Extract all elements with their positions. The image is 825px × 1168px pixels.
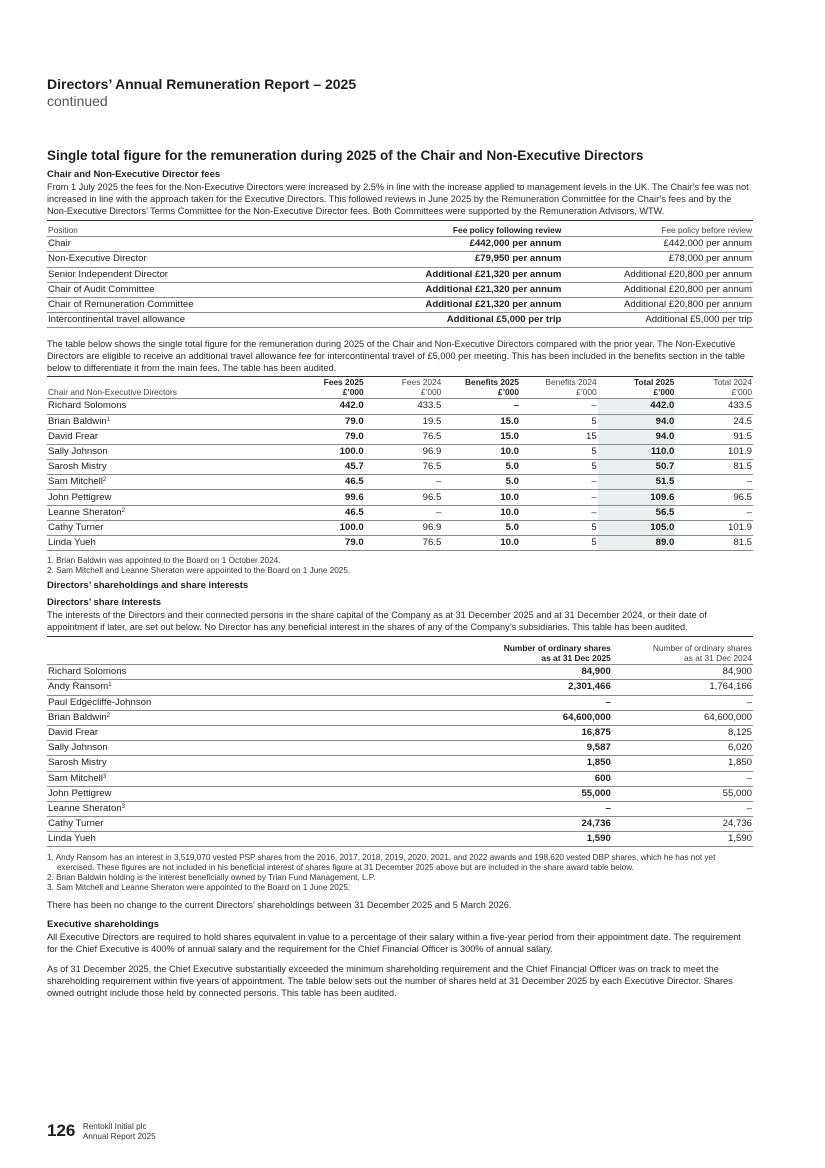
fees-2025-cell: 99.6 [287, 490, 365, 505]
footer-text [83, 1122, 156, 1142]
col-director: Chair and Non-Executive Directors [47, 377, 287, 399]
fee-before-cell: £78,000 per annum [562, 252, 753, 267]
director-name: David Frear [48, 430, 99, 442]
col-total-2025 [598, 377, 676, 399]
table-row [47, 741, 753, 756]
table-row [47, 817, 753, 832]
fees-2025-cell: 100.0 [287, 520, 365, 535]
total-2024-cell: 96.5 [675, 490, 753, 505]
director-name: Richard Solomons [48, 666, 127, 678]
fee-before-cell: £442,000 per annum [562, 237, 753, 252]
share-interests-heading: Directors’ share interests [47, 597, 162, 609]
shares-2024-cell: 1,764,166 [612, 680, 753, 695]
director-name: Andy Ransom [48, 681, 109, 693]
total-2024-cell: – [675, 475, 753, 490]
header-line: as at 31 Dec 2025 [541, 653, 611, 664]
shares-2024-cell: 6,020 [612, 741, 753, 756]
director-name: John Pettigrew [48, 491, 112, 503]
shares-2025-cell: 64,600,000 [471, 710, 612, 725]
table-row [47, 695, 753, 710]
header-line: Fees 2024 [401, 377, 442, 388]
total-2024-cell: 101.9 [675, 444, 753, 459]
table-row [47, 536, 753, 551]
director-name: John Pettigrew [48, 787, 112, 799]
executive-para-1: All Executive Directors are required to hold shares equivalent in value to a percentage of their salary within a five-year period from their appointment date. The requirement for the Chief Executive is 400% of annual salary and the requirement for the Chief Financial Officer is 300% of annual salary. [47, 932, 741, 955]
shares-2025-cell: 1,590 [471, 832, 612, 847]
total-2024-cell: – [675, 505, 753, 520]
col-position: Position [47, 221, 329, 237]
shareholdings-heading: Directors’ shareholdings and share interests [47, 580, 249, 592]
director-name: Linda Yueh [48, 537, 96, 549]
shares-2024-cell: 64,600,000 [612, 710, 753, 725]
table-row [47, 801, 753, 816]
total-2025-cell: 94.0 [598, 429, 676, 444]
table-row [47, 665, 753, 680]
total-2024-cell: 81.5 [675, 460, 753, 475]
director-name: Linda Yueh [48, 833, 96, 845]
fee-policy-table [47, 220, 753, 328]
shares-2024-cell: 84,900 [612, 665, 753, 680]
table-header-row [47, 221, 753, 237]
footnote: 1. Brian Baldwin was appointed to the Board on 1 October 2024. [47, 556, 281, 566]
page-title: Directors’ Annual Remuneration Report – 2025 [47, 76, 357, 92]
total-2025-cell: 50.7 [598, 460, 676, 475]
col-fee-before: Fee policy before review [562, 221, 753, 237]
remuneration-notes [47, 556, 753, 576]
header-line: Benefits 2025 [465, 377, 519, 388]
footnote-marker: 3 [121, 803, 125, 810]
header-line: Benefits 2024 [545, 377, 597, 388]
col-fees-2024 [365, 377, 443, 399]
fees-heading: Chair and Non-Executive Director fees [47, 169, 221, 180]
header-line: Number of ordinary shares [652, 643, 752, 654]
director-name-cell [47, 756, 471, 771]
director-name: Sally Johnson [48, 445, 108, 457]
table-row [47, 267, 753, 282]
total-2025-cell: 110.0 [598, 444, 676, 459]
shares-2025-cell: 16,875 [471, 725, 612, 740]
benefits-2025-cell: 15.0 [442, 429, 520, 444]
table-row [47, 414, 753, 429]
header-line: as at 31 Dec 2024 [684, 653, 752, 664]
fees-2024-cell: 96.5 [365, 490, 443, 505]
fees-2024-cell: – [365, 475, 443, 490]
page-subtitle: continued [47, 93, 108, 109]
shares-2024-cell: 55,000 [612, 786, 753, 801]
director-name-cell [47, 490, 287, 505]
fee-before-cell: Additional £5,000 per trip [562, 313, 753, 328]
director-name-cell [47, 680, 471, 695]
footnote-marker: 2 [106, 712, 111, 719]
table-row [47, 756, 753, 771]
total-2025-cell: 56.5 [598, 505, 676, 520]
fees-2024-cell: – [365, 505, 443, 520]
position-cell: Senior Independent Director [47, 267, 329, 282]
shares-2025-cell: 9,587 [471, 741, 612, 756]
header-unit: £’000 [342, 387, 364, 398]
benefits-2024-cell: – [520, 505, 598, 520]
shares-2025-cell: – [471, 695, 612, 710]
shares-2024-cell: – [612, 771, 753, 786]
shares-2025-cell: 1,850 [471, 756, 612, 771]
position-cell: Chair of Remuneration Committee [47, 297, 329, 312]
table-row [47, 429, 753, 444]
director-name: Brian Baldwin [48, 711, 107, 723]
director-name-cell [47, 817, 471, 832]
director-name-cell [47, 771, 471, 786]
fee-after-cell: Additional £21,320 per annum [329, 267, 562, 282]
table-row [47, 725, 753, 740]
director-name: Sarosh Mistry [48, 461, 107, 473]
table-row [47, 475, 753, 490]
director-name-cell [47, 429, 287, 444]
fees-2024-cell: 76.5 [365, 460, 443, 475]
fee-before-cell: Additional £20,800 per annum [562, 297, 753, 312]
table-row [47, 252, 753, 267]
director-name: Sam Mitchell [48, 772, 103, 784]
col-fees-2025 [287, 377, 365, 399]
table-row [47, 399, 753, 414]
section-title: Single total figure for the remuneration during 2025 of the Chair and Non-Executive Directors [47, 148, 644, 163]
fees-intro: From 1 July 2025 the fees for the Non-Executive Directors were increased by 2.5% in line with the increase applied to management levels in the UK. The Chair’s fee was not increased in line with the approach taken for the Executive Directors. This followed reviews in June 2025 by the Remuneration Committee for the Chair’s fees and by the Non-Executive Directors’ Terms Committee for the Non-Executive Director fees. Both Committees were supported by the Remuneration Advisors, WTW. [47, 182, 749, 216]
director-name-cell [47, 741, 471, 756]
table-row [47, 710, 753, 725]
total-2025-cell: 89.0 [598, 536, 676, 551]
fee-after-cell: Additional £21,320 per annum [329, 282, 562, 297]
table-row [47, 444, 753, 459]
position-cell: Intercontinental travel allowance [47, 313, 329, 328]
fees-2024-cell: 433.5 [365, 399, 443, 414]
total-2025-cell: 442.0 [598, 399, 676, 414]
director-name: Richard Solomons [48, 400, 127, 412]
director-name: Leanne Sheraton [48, 802, 122, 814]
position-cell: Non-Executive Director [47, 252, 329, 267]
total-2025-cell: 105.0 [598, 520, 676, 535]
director-name-cell [47, 725, 471, 740]
table-row [47, 505, 753, 520]
header-line: Total 2024 [713, 377, 752, 388]
fees-2025-cell: 79.0 [287, 414, 365, 429]
col-shares-2025 [471, 637, 612, 665]
shares-2024-cell: 24,736 [612, 817, 753, 832]
header-line: Fees 2025 [323, 377, 364, 388]
fees-2024-cell: 76.5 [365, 536, 443, 551]
fee-after-cell: Additional £5,000 per trip [329, 313, 562, 328]
footnote: 1. Andy Ransom has an interest in 3,519,070 vested PSP shares from the 2016, 2017, 2018, 2019, 2020, 2021, and 2022 awards and 198,620 vested DBP shares, which he has not yet exercised. These figures are not included in his beneficial interest of shares figure at 31 December 2025 above but are included in the share award table below. [47, 853, 716, 873]
fees-2024-cell: 96.9 [365, 520, 443, 535]
header-unit: £’000 [420, 387, 442, 398]
benefits-2025-cell: 10.0 [442, 490, 520, 505]
director-name: Paul Edgecliffe-Johnson [48, 696, 152, 708]
benefits-2024-cell: 5 [520, 460, 598, 475]
shares-2025-cell: – [471, 801, 612, 816]
director-name-cell [47, 460, 287, 475]
table-row [47, 313, 753, 328]
executive-para-2: As of 31 December 2025, the Chief Executive substantially exceeded the minimum shareholding requirement and the Chief Financial Officer was on track to meet the shareholding requirement within five years of appointment. The table below sets out the number of shares held at 31 December 2025 by each Executive Director. Shares owned outright include those held by connected persons. This table has been audited. [47, 964, 733, 999]
table-row [47, 786, 753, 801]
fees-2024-cell: 76.5 [365, 429, 443, 444]
fees-2025-cell: 46.5 [287, 475, 365, 490]
director-name: Sarosh Mistry [48, 757, 107, 769]
footnote-marker: 2 [102, 477, 107, 484]
shares-2024-cell: 8,125 [612, 725, 753, 740]
benefits-2025-cell: 10.0 [442, 505, 520, 520]
table-row [47, 832, 753, 847]
header-line: Number of ordinary shares [503, 643, 611, 654]
share-interests-intro: The interests of the Directors and their connected persons in the share capital of the Company as at 31 December 2025 and at 31 December 2024, or their date of appointment if later, are set out below. No Director has any beneficial interest in the shares of any of the Company’s subsidiaries. This table has been audited. [47, 610, 707, 633]
table-header-row [47, 637, 753, 665]
table-row [47, 771, 753, 786]
benefits-2025-cell: 15.0 [442, 414, 520, 429]
table-row [47, 680, 753, 695]
benefits-2024-cell: 5 [520, 444, 598, 459]
director-name-cell [47, 536, 287, 551]
benefits-2024-cell: 5 [520, 414, 598, 429]
col-fee-after: Fee policy following review [329, 221, 562, 237]
header-unit: £’000 [576, 387, 597, 398]
share-interests-table [47, 636, 753, 847]
page-number: 126 [47, 1121, 76, 1140]
footnote-marker: 3 [102, 773, 107, 780]
no-change-statement: There has been no change to the current Directors’ shareholdings between 31 December 2025 and 5 March 2026. [47, 900, 512, 911]
position-cell: Chair of Audit Committee [47, 282, 329, 297]
footnote-marker: 2 [121, 507, 125, 514]
director-name-cell [47, 444, 287, 459]
director-name-cell [47, 665, 471, 680]
director-name-cell [47, 505, 287, 520]
footnote: 2. Brian Baldwin holding is the interest beneficially owned by Trian Fund Management, L.P. [47, 873, 376, 883]
benefits-2024-cell: – [520, 490, 598, 505]
director-name-cell [47, 414, 287, 429]
fees-2025-cell: 442.0 [287, 399, 365, 414]
table-row [47, 297, 753, 312]
col-shares-2024 [612, 637, 753, 665]
fee-before-cell: Additional £20,800 per annum [562, 267, 753, 282]
table-header-row [47, 377, 753, 399]
table-row [47, 460, 753, 475]
benefits-2024-cell: 5 [520, 536, 598, 551]
shares-2025-cell: 84,900 [471, 665, 612, 680]
shares-2024-cell: 1,590 [612, 832, 753, 847]
table-row [47, 237, 753, 252]
director-name: Cathy Turner [48, 521, 104, 533]
director-name-cell [47, 695, 471, 710]
benefits-2025-cell: 5.0 [442, 475, 520, 490]
director-name-cell [47, 399, 287, 414]
table-row [47, 282, 753, 297]
report-page [47, 76, 753, 999]
shares-2024-cell: – [612, 695, 753, 710]
total-2024-cell: 433.5 [675, 399, 753, 414]
benefits-2024-cell: – [520, 399, 598, 414]
director-name: Brian Baldwin [48, 415, 107, 427]
header-line: Total 2025 [633, 377, 675, 388]
col-total-2024 [675, 377, 753, 399]
fee-before-cell: Additional £20,800 per annum [562, 282, 753, 297]
fees-2025-cell: 45.7 [287, 460, 365, 475]
benefits-2025-cell: 5.0 [442, 520, 520, 535]
fee-after-cell: £79,950 per annum [329, 252, 562, 267]
footer-report: Annual Report 2025 [82, 1132, 156, 1141]
position-cell: Chair [47, 237, 329, 252]
total-2025-cell: 94.0 [598, 414, 676, 429]
total-2024-cell: 101.9 [675, 520, 753, 535]
executive-heading: Executive shareholdings [47, 919, 159, 931]
shares-2025-cell: 55,000 [471, 786, 612, 801]
shares-2025-cell: 600 [471, 771, 612, 786]
col-benefits-2024 [520, 377, 598, 399]
shares-2025-cell: 2,301,466 [471, 680, 612, 695]
benefits-2025-cell: 5.0 [442, 460, 520, 475]
total-2024-cell: 91.5 [675, 429, 753, 444]
col-director [47, 637, 471, 665]
shares-2025-cell: 24,736 [471, 817, 612, 832]
benefits-2024-cell: 5 [520, 520, 598, 535]
remuneration-table [47, 376, 753, 551]
header-unit: £’000 [731, 387, 752, 398]
footnote: 2. Sam Mitchell and Leanne Sheraton were appointed to the Board on 1 June 2025. [47, 566, 351, 576]
benefits-2025-cell: 10.0 [442, 536, 520, 551]
total-2024-cell: 24.5 [675, 414, 753, 429]
director-name: Cathy Turner [48, 818, 104, 830]
benefits-2025-cell: 10.0 [442, 444, 520, 459]
benefits-2025-cell: – [442, 399, 520, 414]
director-name-cell [47, 832, 471, 847]
director-name-cell [47, 801, 471, 816]
footnote-marker: 1 [108, 682, 112, 689]
director-name: Leanne Sheraton [48, 506, 122, 518]
fees-2025-cell: 79.0 [287, 429, 365, 444]
footnote-marker: 1 [106, 416, 111, 423]
total-2025-cell: 51.5 [598, 475, 676, 490]
fee-after-cell: Additional £21,320 per annum [329, 297, 562, 312]
director-name-cell [47, 786, 471, 801]
director-name: Sally Johnson [48, 742, 108, 754]
fees-2024-cell: 96.9 [365, 444, 443, 459]
fee-after-cell: £442,000 per annum [329, 237, 562, 252]
header-unit: £’000 [498, 387, 519, 398]
table-row [47, 490, 753, 505]
benefits-2024-cell: 15 [520, 429, 598, 444]
share-interests-notes [47, 853, 753, 893]
director-name-cell [47, 475, 287, 490]
remuneration-intro: The table below shows the single total figure for the remuneration during 2025 of the Chair and Non-Executive Directors compared with the prior year. The Non-Executive Directors are eligible to receive an additional travel allowance fee for intercontinental travel of £5,000 per meeting. This has been included in the benefits section in the table below to differentiate it from the main fees. The table has been audited. [47, 339, 745, 374]
footnote: 3. Sam Mitchell and Leanne Sheraton were appointed to the Board on 1 June 2025. [47, 883, 351, 893]
director-name: David Frear [48, 727, 99, 739]
fees-2024-cell: 19.5 [365, 414, 443, 429]
director-name-cell [47, 520, 287, 535]
total-2025-cell: 109.6 [598, 490, 676, 505]
fees-2025-cell: 100.0 [287, 444, 365, 459]
header-unit: £’000 [653, 387, 675, 398]
director-name: Sam Mitchell [48, 476, 103, 488]
page-footer [47, 1121, 156, 1142]
benefits-2024-cell: – [520, 475, 598, 490]
col-benefits-2025 [442, 377, 520, 399]
footer-company: Rentokil Initial plc [82, 1122, 147, 1131]
total-2024-cell: 81.5 [675, 536, 753, 551]
table-row [47, 520, 753, 535]
shares-2024-cell: – [612, 801, 753, 816]
director-name-cell [47, 710, 471, 725]
shares-2024-cell: 1,850 [612, 756, 753, 771]
fees-2025-cell: 79.0 [287, 536, 365, 551]
fees-2025-cell: 46.5 [287, 505, 365, 520]
